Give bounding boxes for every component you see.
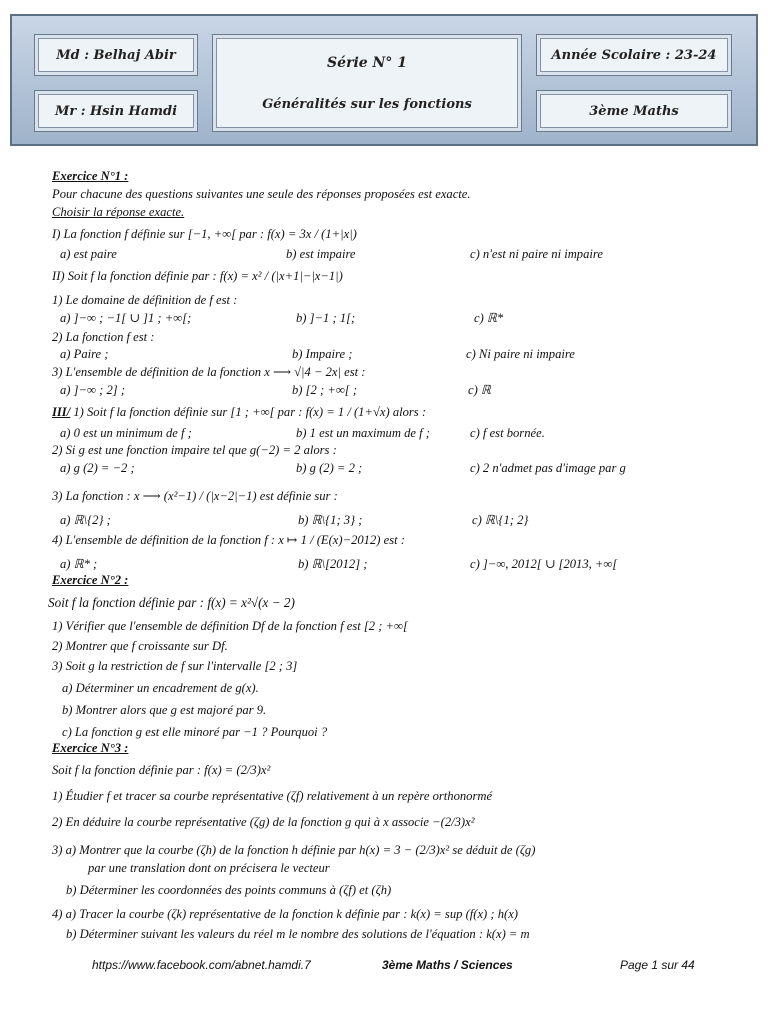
- ex1-q2-2-option-b: b) Impaire ;: [292, 347, 353, 361]
- ex1-q2-1: 1) Le domaine de définition de f est :: [52, 293, 238, 307]
- ex3-line1: Soit f la fonction définie par : f(x) = (2/3)x²: [52, 763, 271, 777]
- ex1-q1-option-c: c) n'est ni paire ni impaire: [470, 247, 603, 261]
- page-footer: [0, 958, 768, 974]
- ex3-line6: b) Déterminer les coordonnées des points communs à (ζf) et (ζh): [66, 883, 392, 897]
- ex3-line5: par une translation dont on précisera le vecteur: [88, 861, 330, 875]
- teacher2-box: [34, 90, 198, 132]
- title-box: [212, 34, 522, 132]
- ex1-q1-option-a: a) est paire: [60, 247, 117, 261]
- ex1-q2-3-option-c: c) ℝ: [468, 383, 491, 397]
- ex3-line8: b) Déterminer suivant les valeurs du réel m le nombre des solutions de l'équation : k(x) = m: [66, 927, 530, 941]
- ex2-line2: 1) Vérifier que l'ensemble de définition Df de la fonction f est [2 ; +∞[: [52, 619, 408, 633]
- topic-title: Généralités sur les fonctions: [262, 96, 472, 112]
- ex1-q3-1-option-c: c) f est bornée.: [470, 426, 545, 440]
- ex1-q2-2-option-c: c) Ni paire ni impaire: [466, 347, 575, 361]
- ex1-q2-1-option-a: a) ]−∞ ; −1[ ∪ ]1 ; +∞[;: [60, 311, 192, 325]
- ex1-q2: II) Soit f la fonction définie par : f(x) = x² / (|x+1|−|x−1|): [52, 269, 343, 283]
- ex3-line3: 2) En déduire la courbe représentative (ζg) de la fonction g qui à x associe −(2/3)x²: [52, 815, 475, 829]
- exercise2-title: Exercice N°2 :: [52, 573, 129, 587]
- ex1-q3-4-option-a: a) ℝ* ;: [60, 557, 98, 571]
- footer-url[interactable]: https://www.facebook.com/abnet.hamdi.7: [92, 958, 311, 972]
- ex1-q2-1-option-b: b) ]−1 ; 1[;: [296, 311, 356, 325]
- ex1-q3-1-option-a: a) 0 est un minimum de f ;: [60, 426, 192, 440]
- ex1-part3-label: III/: [52, 405, 71, 419]
- footer-page: Page 1 sur 44: [620, 958, 695, 972]
- ex1-q3-4-option-b: b) ℝ\[2012] ;: [298, 557, 368, 571]
- ex1-q2-2: 2) La fonction f est :: [52, 330, 155, 344]
- class-box: [536, 90, 732, 132]
- ex1-q3-2: 2) Si g est une fonction impaire tel que g(−2) = 2 alors :: [52, 443, 337, 457]
- teacher1-box: [34, 34, 198, 76]
- ex1-q1-option-b: b) est impaire: [286, 247, 356, 261]
- ex1-q2-2-option-a: a) Paire ;: [60, 347, 109, 361]
- year-box: [536, 34, 732, 76]
- ex1-q3-2-option-c: c) 2 n'admet pas d'image par g: [470, 461, 626, 475]
- ex1-q2-1-option-c: c) ℝ*: [474, 311, 504, 325]
- class-label: 3ème Maths: [589, 103, 679, 119]
- ex2-line3: 2) Montrer que f croissante sur Df.: [52, 639, 228, 653]
- ex1-q1: I) La fonction f définie sur [−1, +∞[ par : f(x) = 3x / (1+|x|): [52, 227, 357, 241]
- ex2-line7: c) La fonction g est elle minoré par −1 ? Pourquoi ?: [62, 725, 328, 739]
- ex2-line4: 3) Soit g la restriction de f sur l'intervalle [2 ; 3]: [52, 659, 298, 673]
- school-year: Année Scolaire : 23-24: [551, 47, 717, 63]
- ex2-line1: Soit f la fonction définie par : f(x) = x²√(x − 2): [48, 595, 295, 610]
- ex3-line2: 1) Étudier f et tracer sa courbe représentative (ζf) relativement à un repère orthonormé: [52, 789, 493, 803]
- ex1-q2-3-option-a: a) ]−∞ ; 2] ;: [60, 383, 126, 397]
- ex1-q2-3-option-b: b) [2 ; +∞[ ;: [292, 383, 358, 397]
- ex1-q3-2-option-b: b) g (2) = 2 ;: [296, 461, 363, 475]
- exercise3-title: Exercice N°3 :: [52, 741, 129, 755]
- ex1-q3-3-option-c: c) ℝ\{1; 2}: [472, 513, 529, 527]
- ex2-line6: b) Montrer alors que g est majoré par 9.: [62, 703, 267, 717]
- ex1-q3-3-option-b: b) ℝ\{1; 3} ;: [298, 513, 363, 527]
- ex2-line5: a) Déterminer un encadrement de g(x).: [62, 681, 259, 695]
- ex1-q3-4-option-c: c) ]−∞, 2012[ ∪ [2013, +∞[: [470, 557, 618, 571]
- footer-level: 3ème Maths / Sciences: [382, 958, 513, 972]
- ex1-q3-2-option-a: a) g (2) = −2 ;: [60, 461, 135, 475]
- ex1-q3-4: 4) L'ensemble de définition de la fonction f : x ↦ 1 / (E(x)−2012) est :: [52, 533, 405, 547]
- ex1-q3-3-option-a: a) ℝ\{2} ;: [60, 513, 111, 527]
- ex1-instruction: Choisir la réponse exacte.: [52, 205, 185, 219]
- ex1-q2-3: 3) L'ensemble de définition de la fonction x ⟶ √|4 − 2x| est :: [52, 365, 366, 379]
- ex3-line7: 4) a) Tracer la courbe (ζk) représentative de la fonction k définie par : k(x) = sup (f(x) ; h(x): [52, 907, 519, 921]
- header-frame: [10, 14, 758, 146]
- series-title: Série N° 1: [327, 54, 407, 71]
- ex1-q3-1: 1) Soit f la fonction définie sur [1 ; +∞[ par : f(x) = 1 / (1+√x) alors :: [73, 405, 427, 419]
- ex1-q3-1-option-b: b) 1 est un maximum de f ;: [296, 426, 430, 440]
- ex1-intro: Pour chacune des questions suivantes une seule des réponses proposées est exacte.: [52, 187, 471, 201]
- exercise1-title: Exercice N°1 :: [52, 169, 129, 183]
- ex1-q3-3: 3) La fonction : x ⟶ (x²−1) / (|x−2|−1) est définie sur :: [52, 489, 338, 503]
- ex3-line4: 3) a) Montrer que la courbe (ζh) de la fonction h définie par h(x) = 3 − (2/3)x² se déduit de (ζg): [52, 843, 536, 857]
- teacher2: Mr : Hsin Hamdi: [54, 103, 178, 119]
- teacher1: Md : Belhaj Abir: [56, 47, 176, 63]
